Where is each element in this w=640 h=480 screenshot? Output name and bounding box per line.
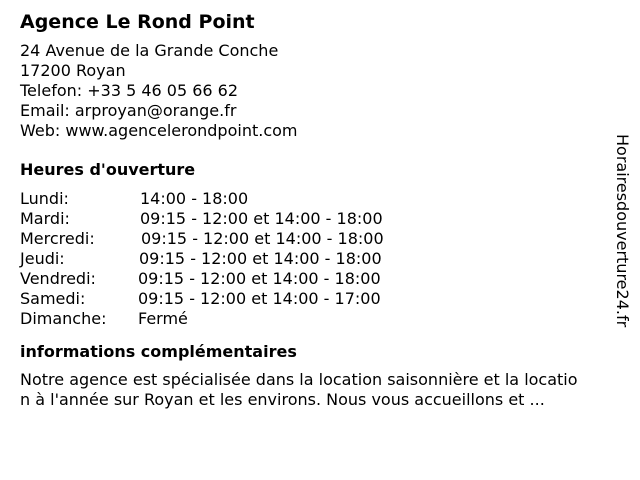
hours-day: Mercredi: [20, 229, 95, 248]
hours-time: 14:00 - 18:00 [140, 189, 249, 208]
hours-row-mardi [20, 209, 610, 229]
hours-row-jeudi [20, 249, 610, 269]
site-watermark: Horairesdouverture24.fr [613, 134, 632, 328]
hours-time: 09:15 - 12:00 et 14:00 - 18:00 [138, 269, 381, 288]
business-card [20, 10, 610, 410]
hours-day: Mardi: [20, 209, 70, 228]
hours-time: 09:15 - 12:00 et 14:00 - 17:00 [138, 289, 381, 308]
hours-row-vendredi [20, 269, 610, 289]
hours-day: Samedi: [20, 289, 86, 308]
hours-time: 09:15 - 12:00 et 14:00 - 18:00 [141, 229, 384, 248]
business-name: Agence Le Rond Point [20, 11, 255, 33]
hours-time: Fermé [138, 309, 188, 328]
hours-row-lundi [20, 189, 610, 209]
hours-day: Vendredi: [20, 269, 96, 288]
hours-day: Dimanche: [20, 309, 107, 328]
opening-hours-list [20, 189, 610, 329]
hours-row-mercredi [20, 229, 610, 249]
hours-row-samedi [20, 289, 610, 309]
additional-info-heading: informations complémentaires [20, 342, 297, 361]
hours-time: 09:15 - 12:00 et 14:00 - 18:00 [140, 209, 383, 228]
web-line: Web: www.agencelerondpoint.com [20, 121, 298, 140]
additional-info-text: Notre agence est spécialisée dans la location saisonnière et la location à l'année sur Royan et les environs. Nous vous accueillons et ... [20, 370, 578, 409]
address-city: 17200 Royan [20, 61, 126, 80]
email-line: Email: arproyan@orange.fr [20, 101, 237, 120]
hours-day: Jeudi: [20, 249, 65, 268]
hours-time: 09:15 - 12:00 et 14:00 - 18:00 [139, 249, 382, 268]
address-street: 24 Avenue de la Grande Conche [20, 41, 279, 60]
hours-day: Lundi: [20, 189, 69, 208]
opening-hours-heading: Heures d'ouverture [20, 160, 196, 179]
phone-line: Telefon: +33 5 46 05 66 62 [20, 81, 239, 100]
hours-row-dimanche [20, 309, 610, 329]
